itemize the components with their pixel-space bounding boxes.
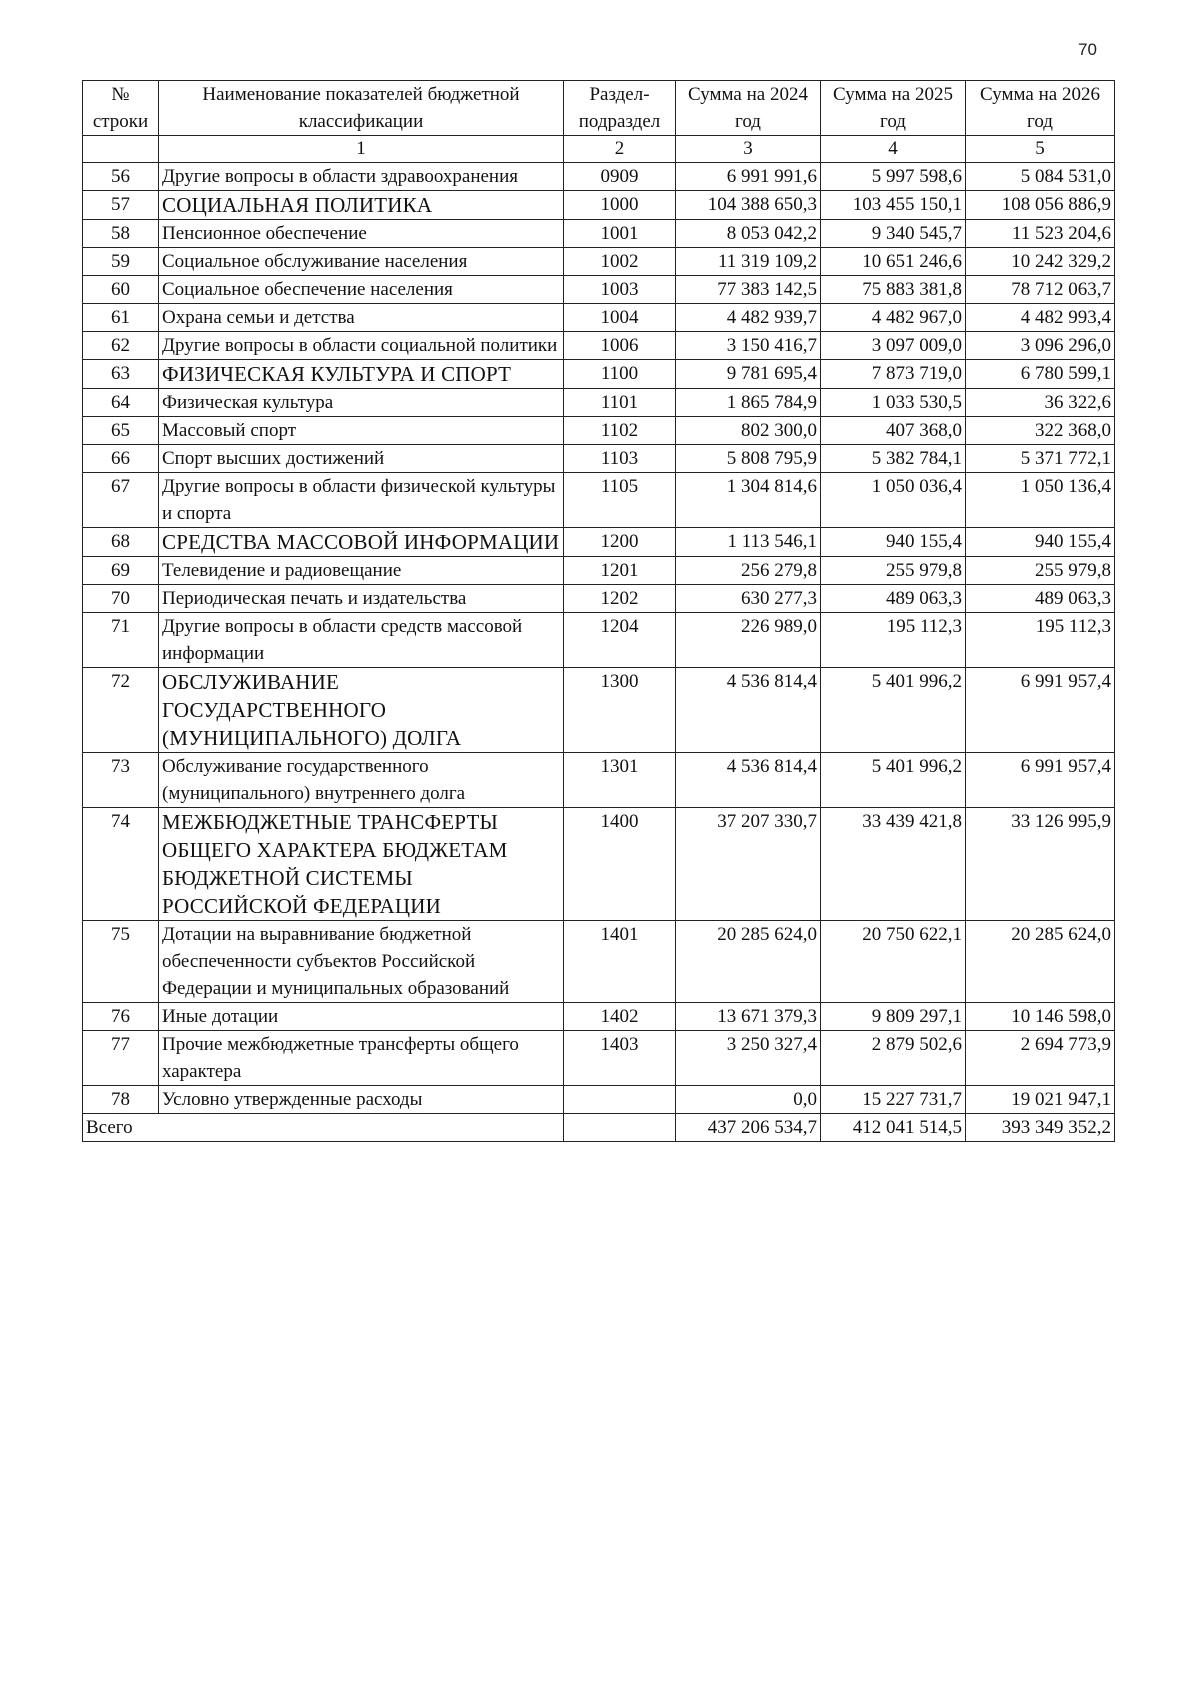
section-code: 1301 — [564, 753, 676, 808]
indicator-name: Массовый спорт — [159, 417, 564, 445]
row-number: 59 — [83, 248, 159, 276]
row-number: 56 — [83, 163, 159, 191]
indicator-name: СРЕДСТВА МАССОВОЙ ИНФОРМАЦИИ — [159, 528, 564, 557]
indicator-name: СОЦИАЛЬНАЯ ПОЛИТИКА — [159, 191, 564, 220]
header-section-code: Раздел-подраздел — [564, 81, 676, 136]
sum-2026: 10 242 329,2 — [966, 248, 1115, 276]
row-number: 70 — [83, 585, 159, 613]
column-number-row — [83, 136, 1115, 163]
table-row — [83, 276, 1115, 304]
sum-2024: 4 482 939,7 — [676, 304, 821, 332]
sum-2025: 195 112,3 — [821, 613, 966, 668]
sum-2025: 33 439 421,8 — [821, 808, 966, 921]
table-row — [83, 1086, 1115, 1114]
row-number: 76 — [83, 1003, 159, 1031]
row-number: 63 — [83, 360, 159, 389]
table-row — [83, 528, 1115, 557]
table-row — [83, 557, 1115, 585]
table-row — [83, 332, 1115, 360]
sum-2026: 322 368,0 — [966, 417, 1115, 445]
total-row — [83, 1114, 1115, 1142]
sum-2024: 226 989,0 — [676, 613, 821, 668]
row-number: 73 — [83, 753, 159, 808]
table-row — [83, 220, 1115, 248]
section-code: 0909 — [564, 163, 676, 191]
indicator-name: Иные дотации — [159, 1003, 564, 1031]
table-row — [83, 248, 1115, 276]
table-row — [83, 191, 1115, 220]
sum-2026: 36 322,6 — [966, 389, 1115, 417]
sum-2025: 489 063,3 — [821, 585, 966, 613]
section-code: 1103 — [564, 445, 676, 473]
indicator-name: Обслуживание государственного (муниципального) внутреннего долга — [159, 753, 564, 808]
indicator-name: Условно утвержденные расходы — [159, 1086, 564, 1114]
total-2024: 437 206 534,7 — [676, 1114, 821, 1142]
table-body — [83, 163, 1115, 1114]
header-indicator-name: Наименование показателей бюджетной классификации — [159, 81, 564, 136]
indicator-name: МЕЖБЮДЖЕТНЫЕ ТРАНСФЕРТЫ ОБЩЕГО ХАРАКТЕРА БЮДЖЕТАМ БЮДЖЕТНОЙ СИСТЕМЫ РОССИЙСКОЙ ФЕДЕРАЦИИ — [159, 808, 564, 921]
sum-2025: 20 750 622,1 — [821, 921, 966, 1003]
indicator-name: ФИЗИЧЕСКАЯ КУЛЬТУРА И СПОРТ — [159, 360, 564, 389]
section-code: 1002 — [564, 248, 676, 276]
sum-2025: 75 883 381,8 — [821, 276, 966, 304]
sum-2025: 3 097 009,0 — [821, 332, 966, 360]
section-code: 1100 — [564, 360, 676, 389]
row-number: 72 — [83, 668, 159, 753]
sum-2026: 10 146 598,0 — [966, 1003, 1115, 1031]
sum-2024: 630 277,3 — [676, 585, 821, 613]
sum-2025: 9 340 545,7 — [821, 220, 966, 248]
indicator-name: Другие вопросы в области здравоохранения — [159, 163, 564, 191]
sum-2024: 13 671 379,3 — [676, 1003, 821, 1031]
indicator-name: Охрана семьи и детства — [159, 304, 564, 332]
row-number: 68 — [83, 528, 159, 557]
sum-2024: 3 150 416,7 — [676, 332, 821, 360]
sum-2024: 37 207 330,7 — [676, 808, 821, 921]
row-number: 77 — [83, 1031, 159, 1086]
sum-2024: 5 808 795,9 — [676, 445, 821, 473]
sum-2026: 11 523 204,6 — [966, 220, 1115, 248]
sum-2025: 940 155,4 — [821, 528, 966, 557]
sum-2026: 5 084 531,0 — [966, 163, 1115, 191]
section-code: 1000 — [564, 191, 676, 220]
row-number: 57 — [83, 191, 159, 220]
indicator-name: Прочие межбюджетные трансферты общего характера — [159, 1031, 564, 1086]
table-row — [83, 445, 1115, 473]
sum-2024: 1 865 784,9 — [676, 389, 821, 417]
row-number: 78 — [83, 1086, 159, 1114]
indicator-name: Другие вопросы в области социальной политики — [159, 332, 564, 360]
sum-2026: 489 063,3 — [966, 585, 1115, 613]
sum-2024: 0,0 — [676, 1086, 821, 1114]
indicator-name: Социальное обслуживание населения — [159, 248, 564, 276]
sum-2024: 104 388 650,3 — [676, 191, 821, 220]
column-number: 3 — [676, 136, 821, 163]
sum-2025: 7 873 719,0 — [821, 360, 966, 389]
sum-2026: 33 126 995,9 — [966, 808, 1115, 921]
section-code: 1102 — [564, 417, 676, 445]
sum-2024: 20 285 624,0 — [676, 921, 821, 1003]
sum-2025: 5 997 598,6 — [821, 163, 966, 191]
row-number: 58 — [83, 220, 159, 248]
column-number: 4 — [821, 136, 966, 163]
column-number: 2 — [564, 136, 676, 163]
row-number: 64 — [83, 389, 159, 417]
section-code: 1403 — [564, 1031, 676, 1086]
row-number: 71 — [83, 613, 159, 668]
sum-2025: 9 809 297,1 — [821, 1003, 966, 1031]
table-row — [83, 753, 1115, 808]
indicator-name: Пенсионное обеспечение — [159, 220, 564, 248]
indicator-name: Телевидение и радиовещание — [159, 557, 564, 585]
section-code — [564, 1086, 676, 1114]
sum-2024: 1 304 814,6 — [676, 473, 821, 528]
table-row — [83, 360, 1115, 389]
section-code: 1300 — [564, 668, 676, 753]
sum-2024: 4 536 814,4 — [676, 668, 821, 753]
section-code: 1101 — [564, 389, 676, 417]
section-code: 1204 — [564, 613, 676, 668]
column-number: 1 — [159, 136, 564, 163]
row-number: 65 — [83, 417, 159, 445]
sum-2026: 255 979,8 — [966, 557, 1115, 585]
column-number: 5 — [966, 136, 1115, 163]
header-row — [83, 81, 1115, 136]
sum-2025: 5 382 784,1 — [821, 445, 966, 473]
header-sum-2024: Сумма на 2024 год — [676, 81, 821, 136]
table-row — [83, 668, 1115, 753]
indicator-name: ОБСЛУЖИВАНИЕ ГОСУДАРСТВЕННОГО (МУНИЦИПАЛЬНОГО) ДОЛГА — [159, 668, 564, 753]
sum-2026: 19 021 947,1 — [966, 1086, 1115, 1114]
section-code: 1200 — [564, 528, 676, 557]
sum-2026: 1 050 136,4 — [966, 473, 1115, 528]
indicator-name: Периодическая печать и издательства — [159, 585, 564, 613]
sum-2026: 6 991 957,4 — [966, 668, 1115, 753]
sum-2026: 108 056 886,9 — [966, 191, 1115, 220]
sum-2024: 77 383 142,5 — [676, 276, 821, 304]
section-code: 1401 — [564, 921, 676, 1003]
section-code: 1003 — [564, 276, 676, 304]
header-row-number: № строки — [83, 81, 159, 136]
sum-2025: 5 401 996,2 — [821, 668, 966, 753]
sum-2026: 5 371 772,1 — [966, 445, 1115, 473]
sum-2026: 195 112,3 — [966, 613, 1115, 668]
budget-table — [82, 80, 1115, 1142]
table-row — [83, 921, 1115, 1003]
section-code: 1400 — [564, 808, 676, 921]
table-row — [83, 473, 1115, 528]
table-row — [83, 1003, 1115, 1031]
table-row — [83, 585, 1115, 613]
total-code-empty — [564, 1114, 676, 1142]
section-code: 1004 — [564, 304, 676, 332]
table-row — [83, 417, 1115, 445]
section-code: 1001 — [564, 220, 676, 248]
sum-2026: 78 712 063,7 — [966, 276, 1115, 304]
sum-2026: 940 155,4 — [966, 528, 1115, 557]
sum-2025: 1 050 036,4 — [821, 473, 966, 528]
row-number: 67 — [83, 473, 159, 528]
column-number-empty — [83, 136, 159, 163]
sum-2025: 103 455 150,1 — [821, 191, 966, 220]
row-number: 69 — [83, 557, 159, 585]
sum-2026: 3 096 296,0 — [966, 332, 1115, 360]
row-number: 61 — [83, 304, 159, 332]
sum-2025: 15 227 731,7 — [821, 1086, 966, 1114]
table-row — [83, 808, 1115, 921]
sum-2026: 6 780 599,1 — [966, 360, 1115, 389]
table-row — [83, 1031, 1115, 1086]
sum-2026: 2 694 773,9 — [966, 1031, 1115, 1086]
sum-2025: 1 033 530,5 — [821, 389, 966, 417]
indicator-name: Спорт высших достижений — [159, 445, 564, 473]
row-number: 62 — [83, 332, 159, 360]
sum-2025: 407 368,0 — [821, 417, 966, 445]
row-number: 75 — [83, 921, 159, 1003]
sum-2024: 8 053 042,2 — [676, 220, 821, 248]
table-row — [83, 613, 1115, 668]
sum-2024: 11 319 109,2 — [676, 248, 821, 276]
sum-2025: 4 482 967,0 — [821, 304, 966, 332]
sum-2024: 3 250 327,4 — [676, 1031, 821, 1086]
total-2025: 412 041 514,5 — [821, 1114, 966, 1142]
section-code: 1006 — [564, 332, 676, 360]
sum-2025: 10 651 246,6 — [821, 248, 966, 276]
page-number: 70 — [1078, 40, 1097, 59]
indicator-name: Физическая культура — [159, 389, 564, 417]
indicator-name: Дотации на выравнивание бюджетной обеспеченности субъектов Российской Федерации и муниципальных образований — [159, 921, 564, 1003]
sum-2024: 6 991 991,6 — [676, 163, 821, 191]
section-code: 1202 — [564, 585, 676, 613]
sum-2024: 802 300,0 — [676, 417, 821, 445]
indicator-name: Другие вопросы в области средств массовой информации — [159, 613, 564, 668]
row-number: 60 — [83, 276, 159, 304]
indicator-name: Социальное обеспечение населения — [159, 276, 564, 304]
sum-2026: 4 482 993,4 — [966, 304, 1115, 332]
sum-2024: 4 536 814,4 — [676, 753, 821, 808]
header-sum-2026: Сумма на 2026 год — [966, 81, 1115, 136]
total-label: Всего — [83, 1114, 564, 1142]
header-sum-2025: Сумма на 2025 год — [821, 81, 966, 136]
section-code: 1201 — [564, 557, 676, 585]
sum-2026: 6 991 957,4 — [966, 753, 1115, 808]
section-code: 1402 — [564, 1003, 676, 1031]
table-row — [83, 163, 1115, 191]
sum-2024: 256 279,8 — [676, 557, 821, 585]
table-row — [83, 304, 1115, 332]
sum-2026: 20 285 624,0 — [966, 921, 1115, 1003]
sum-2025: 2 879 502,6 — [821, 1031, 966, 1086]
row-number: 66 — [83, 445, 159, 473]
total-2026: 393 349 352,2 — [966, 1114, 1115, 1142]
sum-2024: 9 781 695,4 — [676, 360, 821, 389]
sum-2025: 5 401 996,2 — [821, 753, 966, 808]
sum-2024: 1 113 546,1 — [676, 528, 821, 557]
table-row — [83, 389, 1115, 417]
sum-2025: 255 979,8 — [821, 557, 966, 585]
section-code: 1105 — [564, 473, 676, 528]
row-number: 74 — [83, 808, 159, 921]
indicator-name: Другие вопросы в области физической культуры и спорта — [159, 473, 564, 528]
